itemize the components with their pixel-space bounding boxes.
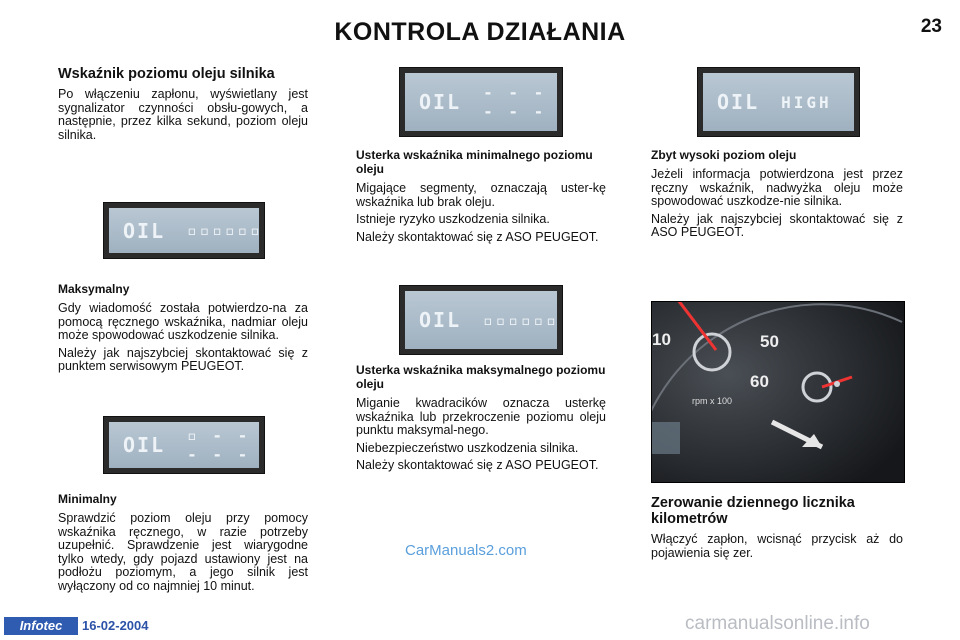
display-segments: ▫▫▫▫▫▫ (187, 221, 263, 240)
oil-display-min (103, 416, 265, 474)
infotec-logo: Infotec (4, 617, 78, 635)
paragraph-reset-1: Włączyć zapłon, wcisnąć przycisk aż do pojawienia się zer. (651, 532, 903, 560)
instrument-cluster-photo (651, 301, 905, 483)
heading-high: Zbyt wysoki poziom oleju (651, 148, 797, 162)
column-3-high (651, 148, 903, 244)
gauge-mark-60: 60 (750, 372, 769, 391)
heading-min: Minimalny (58, 492, 117, 506)
section-heading-oil-level: Wskaźnik poziomu oleju silnika (58, 66, 275, 82)
display-label: OIL (419, 90, 462, 114)
paragraph-fault-max-3: Należy skontaktować się z ASO PEUGEOT. (356, 458, 599, 472)
heading-max: Maksymalny (58, 282, 130, 296)
display-label: OIL (419, 308, 462, 332)
display-segments: HIGH (781, 92, 832, 112)
gauge-mark-50: 50 (760, 332, 779, 351)
column-3-reset (651, 495, 903, 564)
paragraph-high-2: Należy jak najszybciej skontaktować się z ASO PEUGEOT. (651, 211, 903, 239)
oil-display-max (103, 202, 265, 259)
paragraph-max-2: Należy jak najszybciej skontaktować się z punktem serwisowym PEUGEOT. (58, 345, 308, 373)
paragraph-fault-max-1: Miganie kwadracików oznacza usterkę wskaźnika lub przekroczenie poziomu oleju punktu maksymal-nego. (356, 396, 606, 437)
column-1-max (58, 282, 308, 378)
watermark-carmanualsonline[interactable]: carmanualsonline.info (685, 613, 870, 634)
gauge-unit: rpm x 100 (692, 396, 733, 406)
page-number: 23 (920, 16, 942, 37)
paragraph-fault-max-2: Niebezpieczeństwo uszkodzenia silnika. (356, 440, 579, 455)
paragraph-intro: Po włączeniu zapłonu, wyświetlany jest sygnalizator czynności obsłu-gowych, a następnie, przez kilka sekund, poziom oleju silnika. (58, 87, 308, 142)
column-1-min (58, 492, 308, 597)
page-title: KONTROLA DZIAŁANIA (334, 18, 626, 46)
display-label: OIL (717, 90, 760, 114)
paragraph-min-1: Sprawdzić poziom oleju przy pomocy wskaźnika ręcznego, w razie potrzeby uzupełnić. Sprawdzenie jest wiarygodne tylko wtedy, gdy pojazd ustawiony jest na podłożu poziomym, a jego silnik jest wyłączony od co najmniej 10 minut. (58, 511, 308, 593)
display-label: OIL (123, 433, 166, 457)
watermark-carmanuals2[interactable]: CarManuals2.com (405, 542, 527, 559)
column-1 (58, 66, 308, 146)
paragraph-high-1: Jeżeli informacja potwierdzona jest przez ręczny wskaźnik, nadwyżka oleju może spowodować uszkodze-nie silnika. (651, 167, 903, 208)
paragraph-max-1: Gdy wiadomość została potwierdzo-na za pomocą ręcznego wskaźnika, nadmiar oleju może spowodować uszkodzenie silnika. (58, 301, 308, 342)
oil-display-fault-max (399, 285, 563, 355)
display-label: OIL (123, 218, 166, 243)
heading-reset: Zerowanie dziennego licznika kilometrów (651, 495, 855, 527)
display-segments: ▫ - - - - - (187, 426, 251, 464)
paragraph-fault-min-2: Istnieje ryzyko uszkodzenia silnika. (356, 212, 550, 226)
paragraph-fault-min-3: Należy skontaktować się z ASO PEUGEOT. (356, 229, 599, 244)
column-2-fault-min (356, 148, 606, 248)
display-segments: - - - - - - (483, 83, 547, 121)
heading-fault-max: Usterka wskaźnika maksymalnego poziomu oleju (356, 363, 606, 391)
instrument-cluster-illustration (652, 302, 904, 482)
paragraph-fault-min-1: Migające segmenty, oznaczają uster-kę wskaźnika lub brak oleju. (356, 181, 606, 209)
oil-display-fault-min (399, 67, 563, 137)
footer-date: 16-02-2004 (82, 618, 149, 633)
gauge-mark-10: 10 (652, 330, 671, 349)
oil-display-high (697, 67, 860, 137)
heading-fault-min: Usterka wskaźnika minimalnego poziomu oleju (356, 148, 593, 176)
column-2-fault-max (356, 363, 606, 477)
display-segments: ▫▫▫▫▫▫ (483, 310, 559, 330)
